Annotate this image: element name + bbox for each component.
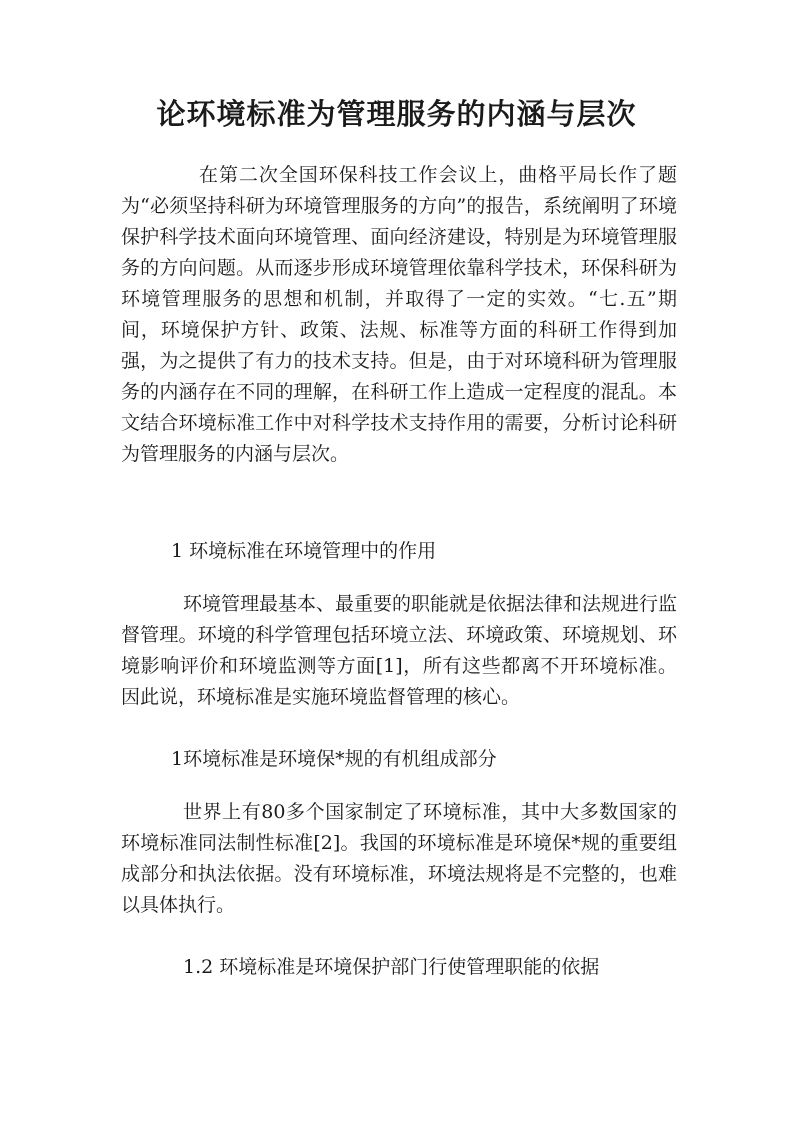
document-title: 论环境标准为管理服务的内涵与层次: [156, 97, 637, 131]
section-1-1-paragraph: 世界上有80多个国家制定了环境标准，其中大多数国家的环境标准同法制性标准[2]。我国的环境标准是环境保*规的重要组成部分和执法依据。没有环境标准，环境法规将是不完整的，也难以具体执行。: [121, 801, 677, 916]
section-1-heading: 1 环境标准在环境管理中的作用: [171, 540, 437, 562]
intro-paragraph: 在第二次全国环保科技工作会议上，曲格平局长作了题为“必须坚持科研为环境管理服务的方向”的报告，系统阐明了环境保护科学技术面向环境管理、面向经济建设，特别是为环境管理服务的方向问题。从而逐步形成环境管理依靠科学技术，环保科研为环境管理服务的思想和机制，并取得了一定的实效。“七.五”期间，环境保护方针、政策、法规、标准等方面的科研工作得到加强，为之提供了有力的技术支持。但是，由于对环境科研为管理服务的内涵存在不同的理解，在科研工作上造成一定程度的混乱。本文结合环境标准工作中对科学技术支持作用的需要，分析讨论科研为管理服务的内涵与层次。: [121, 164, 677, 465]
section-1-2-heading: 1.2 环境标准是环境保护部门行使管理职能的依据: [183, 956, 600, 978]
section-1-paragraph: 环境管理最基本、最重要的职能就是依据法律和法规进行监督管理。环境的科学管理包括环境立法、环境政策、环境规划、环境影响评价和环境监测等方面[1]，所有这些都离不开环境标准。因此说，环境标准是实施环境监督管理的核心。: [121, 593, 678, 708]
section-1-1-heading: 1环境标准是环境保*规的有机组成部分: [171, 748, 497, 770]
